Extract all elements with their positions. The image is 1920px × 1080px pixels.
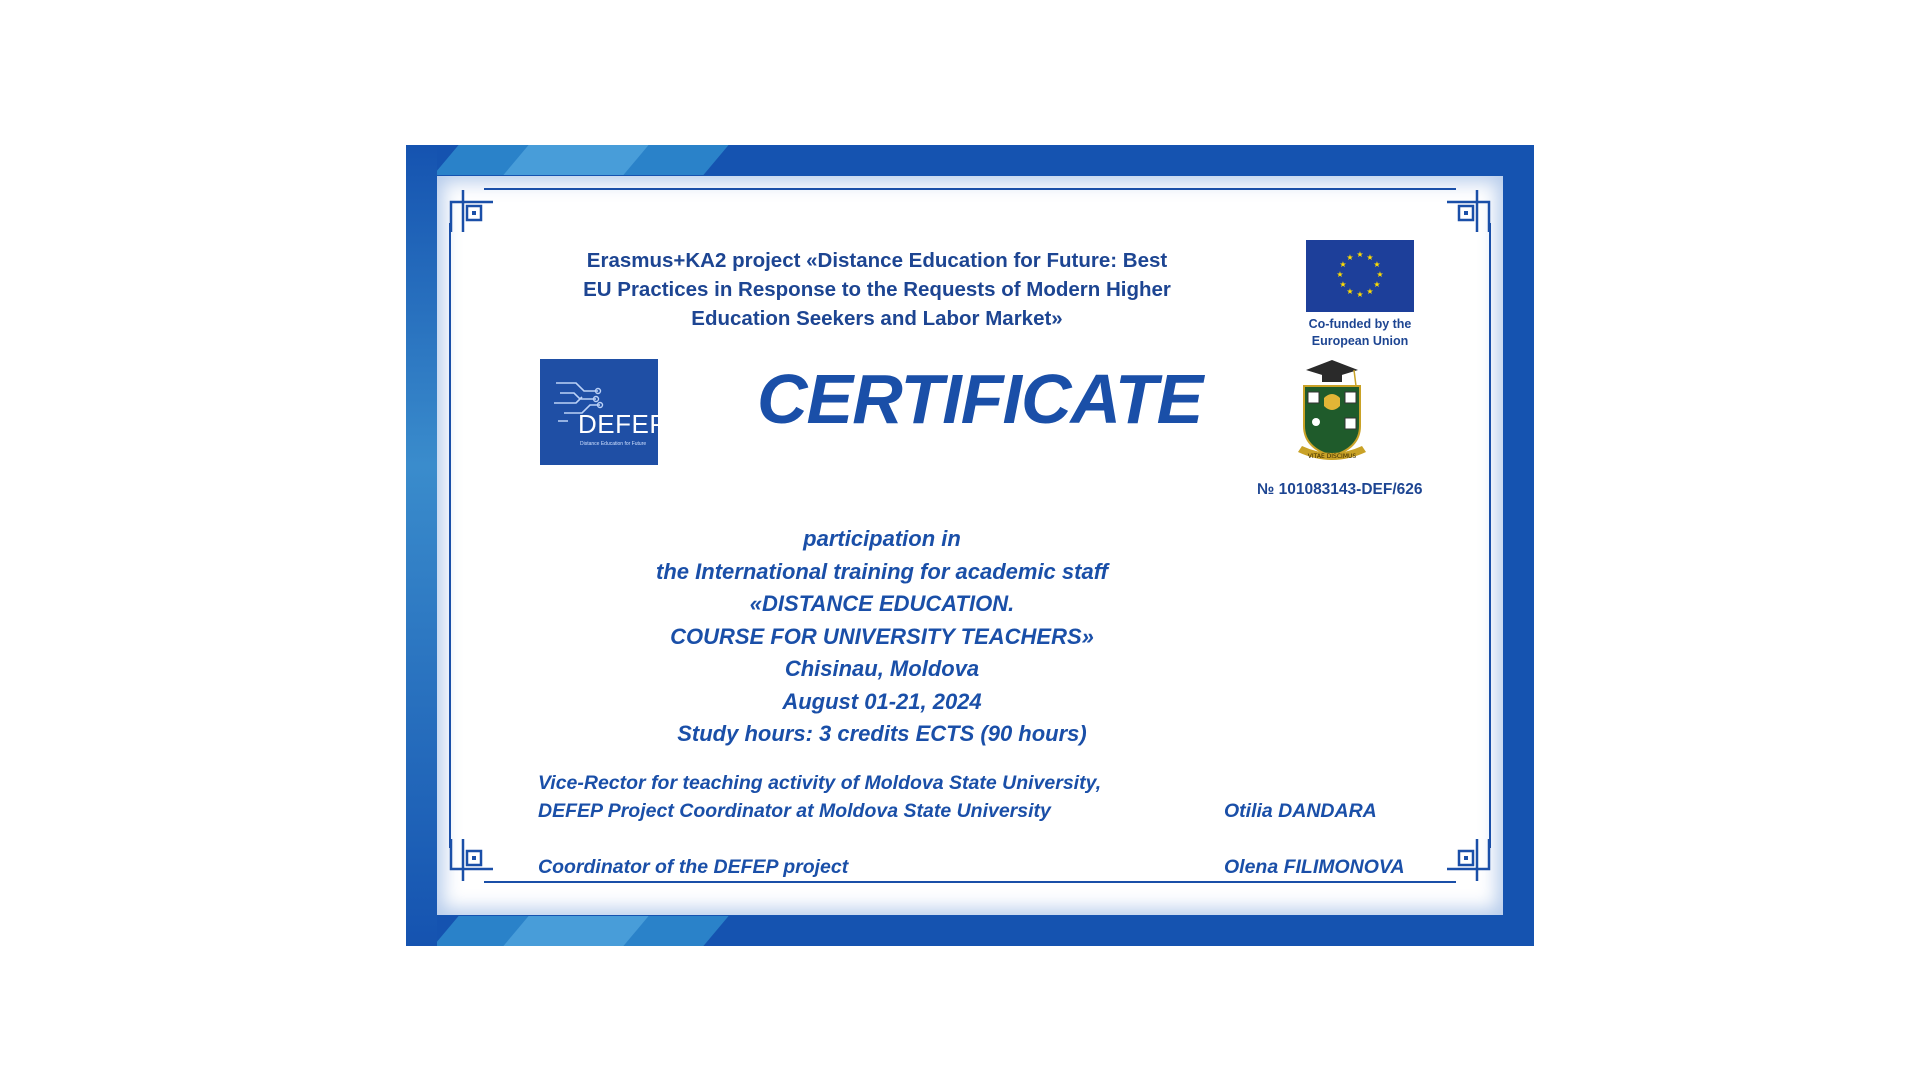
body-line: the International training for academic staff	[656, 558, 1108, 584]
svg-text:★: ★	[1339, 260, 1347, 269]
svg-text:★: ★	[1356, 290, 1364, 299]
certificate-number: № 101083143-DEF/626	[1257, 481, 1423, 498]
svg-text:★: ★	[1356, 250, 1364, 259]
svg-text:★: ★	[1366, 287, 1374, 296]
eu-flag-icon	[1306, 240, 1414, 312]
crest-motto: VITAE DISCIMUS	[1307, 453, 1357, 460]
signatory-name-1: Otilia DANDARA	[1224, 800, 1377, 822]
signatory-name-2: Olena FILIMONOVA	[1224, 856, 1405, 878]
project-line: Education Seekers and Labor Market»	[691, 307, 1063, 330]
university-crest-icon	[1292, 356, 1372, 466]
body-line: participation in	[803, 526, 961, 551]
eu-caption-line: Co-funded by the	[1308, 317, 1412, 331]
defep-logo-subtext: Distance Education for Future	[580, 441, 647, 447]
svg-text:★: ★	[1339, 280, 1347, 289]
svg-text:★: ★	[1346, 253, 1354, 262]
project-header	[577, 246, 1177, 333]
svg-text:★: ★	[1373, 280, 1381, 289]
certificate-body	[582, 523, 1182, 751]
eu-caption-line: European Union	[1311, 334, 1409, 348]
svg-text:★: ★	[1336, 270, 1344, 279]
project-line: Erasmus+KA2 project «Distance Education for Future: Best	[586, 249, 1168, 272]
signatory-role-line: Vice-Rector for teaching activity of Moldova State University,	[538, 772, 1102, 794]
corner-ornament-icon	[449, 188, 495, 234]
defep-logo-text: DEFEP	[578, 409, 668, 439]
body-line: «DISTANCE EDUCATION.	[749, 591, 1015, 616]
body-line: Study hours: 3 credits ECTS (90 hours)	[677, 721, 1087, 746]
svg-text:★: ★	[1346, 287, 1354, 296]
body-line: Chisinau, Moldova	[784, 656, 980, 681]
certificate-inner	[437, 176, 1503, 915]
defep-logo	[540, 359, 668, 465]
certificate-title: CERTIFICATE	[757, 360, 1203, 438]
signatory-role-line: DEFEP Project Coordinator at Moldova State University	[538, 800, 1051, 822]
body-line: COURSE FOR UNIVERSITY TEACHERS»	[670, 623, 1094, 649]
border-stripe	[503, 145, 648, 175]
corner-ornament-icon	[1445, 837, 1491, 883]
project-line: EU Practices in Response to the Requests of Modern Higher	[583, 278, 1171, 301]
signatory-role-1	[538, 769, 1101, 825]
eu-caption	[1285, 316, 1435, 350]
svg-text:★: ★	[1366, 253, 1374, 262]
border-gradient-left	[406, 145, 437, 946]
certificate	[406, 145, 1534, 946]
corner-ornament-icon	[1445, 188, 1491, 234]
border-stripe	[503, 916, 648, 946]
body-line: August 01-21, 2024	[782, 688, 982, 714]
svg-text:★: ★	[1376, 270, 1384, 279]
corner-ornament-icon	[449, 837, 495, 883]
svg-text:★: ★	[1373, 260, 1381, 269]
signatory-role-2: Coordinator of the DEFEP project	[538, 856, 849, 878]
